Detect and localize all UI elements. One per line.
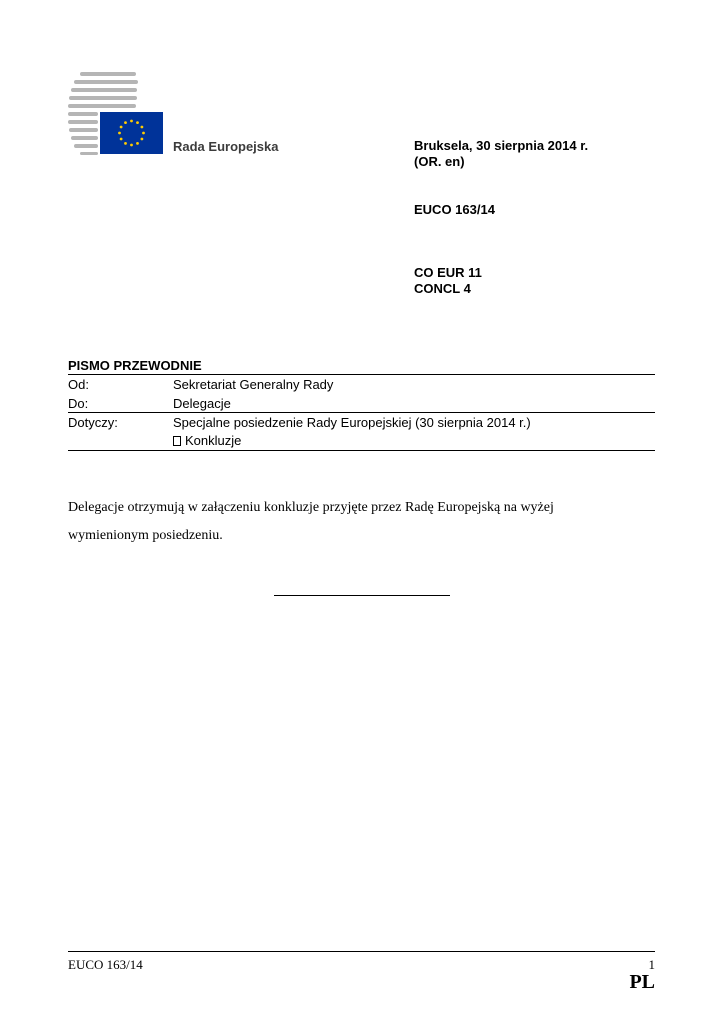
- document-meta-top: [414, 138, 588, 170]
- council-logo-graphic: [68, 72, 164, 156]
- council-logo: [68, 72, 164, 156]
- table-bottom-rule: [68, 450, 655, 451]
- document-reference: EUCO 163/14: [414, 202, 495, 217]
- from-label: Od:: [68, 377, 89, 392]
- page-number: 1: [648, 957, 655, 972]
- body-line: Delegacje otrzymują w załączeniu konkluzje przyjęte przez Radę Europejską na wyżej: [68, 500, 554, 515]
- box-bullet-icon: [173, 436, 181, 446]
- to-label: Do:: [68, 396, 89, 411]
- subject-subline: [173, 433, 241, 448]
- footer-doc-ref: EUCO 163/14: [68, 957, 143, 972]
- code-line: CONCL 4: [414, 281, 471, 296]
- table-row-rule: [68, 412, 655, 413]
- code-line: CO EUR 11: [414, 265, 482, 280]
- subject-value-2: Konkluzje: [185, 433, 242, 448]
- language-code: PL: [629, 971, 655, 993]
- place-date: Bruksela, 30 sierpnia 2014 r.: [414, 138, 589, 153]
- original-language: (OR. en): [414, 154, 465, 169]
- from-value: Sekretariat Generalny Rady: [173, 377, 334, 392]
- table-top-rule: [68, 374, 655, 375]
- organization-name: Rada Europejska: [173, 139, 279, 154]
- eu-flag: [100, 112, 163, 154]
- footer-rule: [68, 951, 655, 952]
- body-line: wymienionym posiedzeniu.: [68, 528, 223, 543]
- subject-value: Specjalne posiedzenie Rady Europejskiej (30 sierpnia 2014 r.): [173, 415, 531, 430]
- to-value: Delegacje: [173, 396, 231, 411]
- subject-label: Dotyczy:: [68, 415, 118, 430]
- body-paragraph: [68, 494, 658, 550]
- closing-divider: [274, 595, 450, 596]
- document-type-title: PISMO PRZEWODNIE: [68, 358, 202, 373]
- document-codes: [414, 265, 482, 297]
